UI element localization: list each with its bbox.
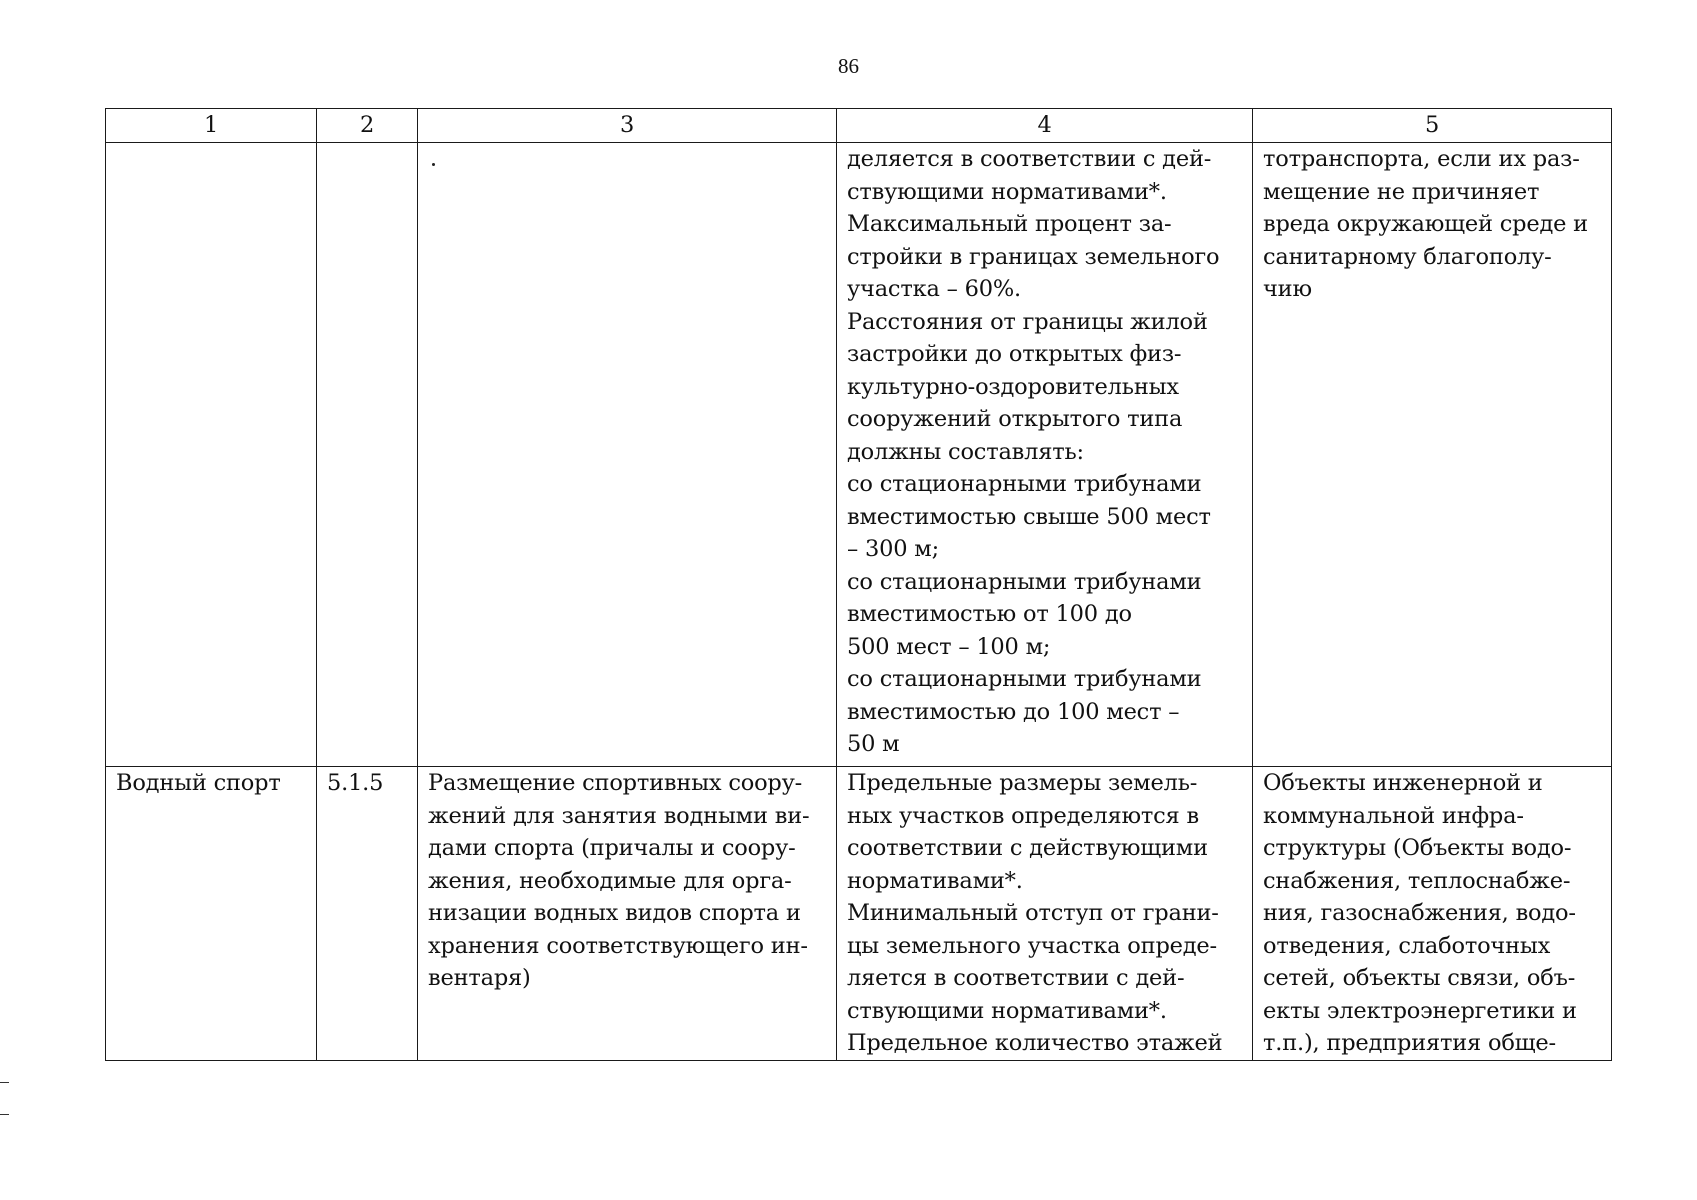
use-code-cell (317, 143, 418, 767)
use-name-cell (106, 767, 317, 1061)
use-notes: тотранспорта, если их раз- мещение не причиняет вреда окружающей среде и санитарному благополу- чию (1263, 146, 1588, 302)
scan-edge-mark (0, 1082, 9, 1083)
use-parameters: деляется в соответствии с дей- ствующими нормативами*. Максимальный процент за- стройки в границах земельного участка – 60%. Расстояния от границы жилой застройки до открытых физ- культурно-оздоровительных сооружений открытого типа должны составлять: со стационарными трибунами вместимостью свыше 500 мест – 300 м; со стационарными трибунами вместимостью от 100 до 500 мест – 100 м; со стационарными трибунами вместимостью до 100 мест – 50 м (847, 146, 1220, 757)
column-header-3: 3 (418, 109, 837, 143)
column-header-4: 4 (837, 109, 1253, 143)
page-number: 86 (838, 54, 859, 78)
use-code-cell (317, 767, 418, 1061)
use-name: Водный спорт (116, 770, 281, 796)
use-name-cell (106, 143, 317, 767)
column-header-5: 5 (1253, 109, 1612, 143)
land-use-table (105, 108, 1612, 1061)
scan-dot (432, 163, 435, 166)
column-header-2: 2 (317, 109, 418, 143)
use-code: 5.1.5 (327, 770, 384, 796)
use-parameters-cell (837, 767, 1253, 1061)
use-notes: Объекты инженерной и коммунальной инфра- структуры (Объекты водо- снабжения, теплоснабже- ния, газоснабжения, водо- отведения, слаботочных сетей, объекты связи, объ- екты электроэнергетики и т.п.), предприятия обще- (1263, 770, 1577, 1056)
table-row (106, 143, 1612, 767)
use-description-cell (418, 767, 837, 1061)
use-parameters-cell (837, 143, 1253, 767)
scan-edge-mark (0, 1114, 9, 1115)
use-notes-cell (1253, 143, 1612, 767)
use-notes-cell (1253, 767, 1612, 1061)
use-description: Размещение спортивных соору- жений для занятия водными ви- дами спорта (причалы и соору- жения, необходимые для орга- низации водных видов спорта и хранения соответствующего ин- вентаря) (428, 770, 810, 991)
use-parameters: Предельные размеры земель- ных участков определяются в соответствии с действующими нормативами*. Минимальный отступ от грани- цы земельного участка опреде- ляется в соответствии с дей- ствующими нормативами*. Предельное количество этажей (847, 770, 1223, 1056)
use-description-cell (418, 143, 837, 767)
column-header-1: 1 (106, 109, 317, 143)
table-header-row (106, 109, 1612, 143)
table-row (106, 767, 1612, 1061)
